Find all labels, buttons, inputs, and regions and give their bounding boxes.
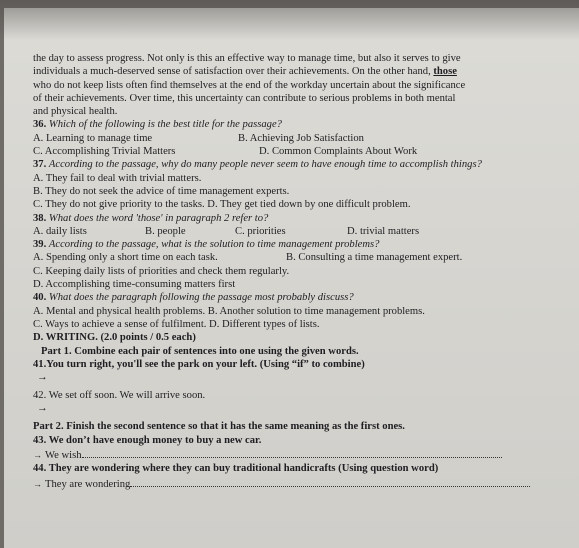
answer-stem-44: They are wondering bbox=[45, 478, 131, 490]
option-d: D. trivial matters bbox=[347, 225, 420, 237]
option-c: C. Keeping daily lists of priorities and check them regularly. bbox=[33, 265, 290, 277]
option-b: B. Achieving Job Satisfaction bbox=[238, 132, 364, 144]
question-36 bbox=[33, 118, 573, 158]
passage-line: who do not keep lists often find themselves at the end of the workday uncertain about the significance bbox=[33, 79, 466, 91]
option-d: D. Common Complaints About Work bbox=[259, 146, 418, 158]
part-1-instruction: Part 1. Combine each pair of sentences into one using the given words. bbox=[41, 345, 359, 357]
option-c-d: C. They do not give priority to the tasks. D. They get tied down by one difficult problem. bbox=[33, 199, 411, 211]
writing-section bbox=[33, 331, 573, 491]
underlined-word-those: those bbox=[433, 66, 457, 78]
question-number: 37. bbox=[33, 159, 47, 171]
passage-line: the day to assess progress. Not only is this an effective way to manage time, but also it serves to give bbox=[33, 53, 461, 64]
question-number: 40. bbox=[33, 292, 47, 304]
option-b: B. people bbox=[145, 225, 186, 237]
question-number: 38. bbox=[33, 212, 47, 224]
question-text: According to the passage, what is the solution to time management problems? bbox=[48, 239, 380, 251]
arrow-icon: → bbox=[33, 450, 42, 461]
question-38 bbox=[33, 212, 573, 239]
arrow-answer-42: → bbox=[37, 403, 48, 415]
passage-line: of their achievements. Over time, this uncertainty can contribute to serious problems in both mental bbox=[33, 92, 456, 104]
question-40 bbox=[33, 291, 573, 331]
option-b: B. They do not seek the advice of time management experts. bbox=[33, 185, 290, 197]
option-c: C. Accomplishing Trivial Matters bbox=[33, 146, 176, 158]
option-a: A. They fail to deal with trivial matters. bbox=[33, 172, 202, 184]
arrow-icon: → bbox=[33, 478, 42, 489]
option-b: B. Consulting a time management expert. bbox=[286, 252, 463, 264]
answer-line-44[interactable] bbox=[130, 476, 530, 487]
question-number: 36. bbox=[33, 119, 47, 131]
exam-content bbox=[33, 52, 573, 491]
arrow-answer-41: → bbox=[37, 372, 48, 384]
question-37 bbox=[33, 158, 573, 211]
option-d: D. Accomplishing time-consuming matters first bbox=[33, 279, 236, 291]
passage-tail bbox=[33, 52, 573, 118]
passage-line: and physical health. bbox=[33, 106, 118, 118]
option-a-b: A. Mental and physical health problems. B. Another solution to time management problems. bbox=[33, 305, 425, 317]
question-text: What does the word 'those' in paragraph 2 refer to? bbox=[48, 212, 269, 224]
question-39 bbox=[33, 238, 573, 291]
question-41: 41.You turn right, you'll see the park on your left. (Using “if” to combine) bbox=[33, 358, 365, 370]
writing-heading: D. WRITING. (2.0 points / 0.5 each) bbox=[33, 332, 196, 344]
option-a: A. Learning to manage time bbox=[33, 132, 153, 144]
option-c: C. priorities bbox=[235, 225, 286, 237]
part-2-instruction: Part 2. Finish the second sentence so that it has the same meaning as the first ones. bbox=[33, 421, 405, 433]
question-text: Which of the following is the best title for the passage? bbox=[48, 119, 282, 131]
option-a: A. Spending only a short time on each task. bbox=[33, 252, 218, 264]
passage-line: individuals a much-deserved sense of satisfaction over their achievements. On the other hand, those bbox=[33, 66, 457, 78]
answer-line-43[interactable] bbox=[82, 447, 502, 458]
question-text: What does the paragraph following the passage most probably discuss? bbox=[48, 292, 354, 304]
question-text: According to the passage, why do many people never seem to have enough time to accomplish things? bbox=[48, 159, 482, 171]
option-c-d: C. Ways to achieve a sense of fulfilment. D. Different types of lists. bbox=[33, 318, 320, 330]
question-number: 39. bbox=[33, 239, 47, 251]
option-a: A. daily lists bbox=[33, 225, 87, 237]
question-43: 43. We don’t have enough money to buy a new car. bbox=[33, 434, 262, 446]
question-44: 44. They are wondering where they can buy traditional handicrafts (Using question word) bbox=[33, 463, 439, 475]
question-42: 42. We set off soon. We will arrive soon. bbox=[33, 390, 206, 402]
answer-stem-43: We wish bbox=[45, 450, 82, 462]
